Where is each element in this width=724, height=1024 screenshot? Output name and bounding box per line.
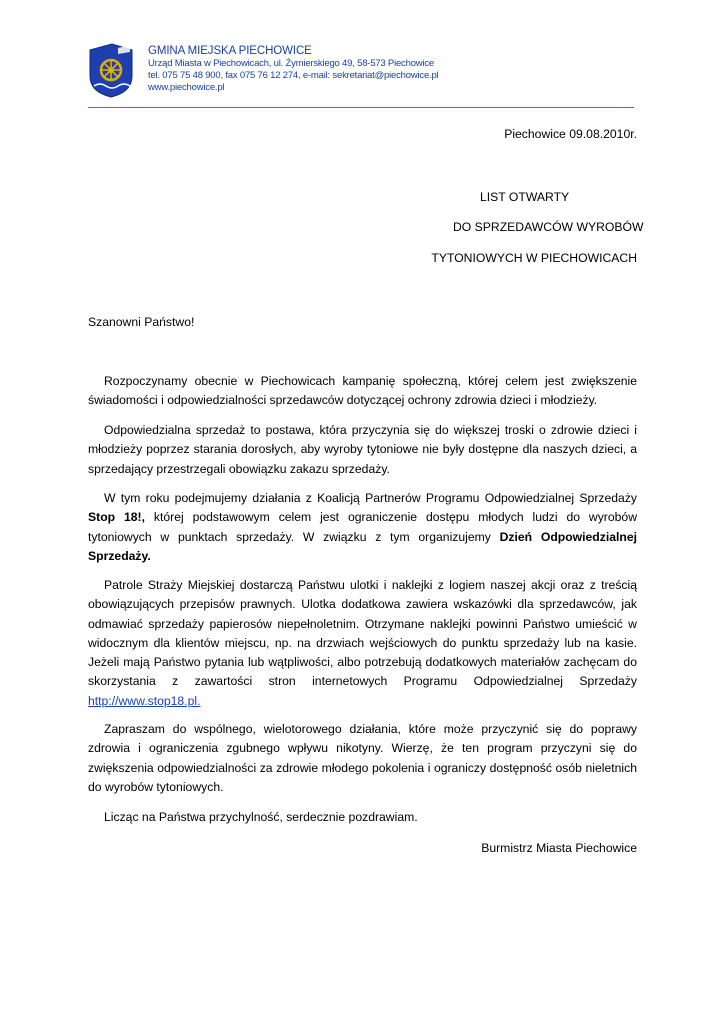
paragraph-1-text: Rozpoczynamy obecnie w Piechowicach kampanię społeczną, której celem jest zwiększenie świadomości i odpowiedzialności sprzedawców dotyczącej ochrony zdrowia dzieci i młodzieży. <box>88 374 637 408</box>
salutation: Szanowni Państwo! <box>88 315 195 329</box>
letter-date: Piechowice 09.08.2010r. <box>504 127 637 141</box>
paragraph-1 <box>88 372 637 411</box>
paragraph-4-text: Patrole Straży Miejskiej dostarczą Państwu ulotki i naklejki z logiem naszej akcji oraz z treścią obowiązujących przepisów prawnych. Ulotka dodatkowa zawiera wskazówki dla sprzedawców, jak odmawiać sprzedaży papierosów niepełnoletnim. Otrzymane naklejki powinni Państwo umieścić w widocznym dla klientów miejscu, np. na drzwiach wejściowych do punktu sprzedaży lub na kasie. Jeżeli mają Państwo pytania lub wątpliwości, albo potrzebują dodatkowych materiałów zachęcam do skorzystania z zawartości stron internetowych Programu Odpowiedzialnej Sprzedaży http://www.stop18.pl. <box>88 578 637 708</box>
letter-title-line-1: LIST OTWARTY <box>480 190 570 204</box>
event-name: Dzień Odpowiedzialnej Sprzedaży. <box>88 529 637 563</box>
paragraph-5 <box>88 720 637 797</box>
paragraph-2-text: Odpowiedzialna sprzedaż to postawa, która przyczynia się do większej troski o zdrowie dzieci i młodzieży poprzez starania dorosłych, aby wyroby tytoniowe nie były dostępne dla naszych dzieci, a sprzedający przestrzegali obowiązku zakazu sprzedaży. <box>88 423 637 476</box>
stop18-name: Stop 18!, <box>88 510 145 525</box>
paragraph-3-text: W tym roku podejmujemy działania z Koalicją Partnerów Programu Odpowiedzialnej Sprzedaży Stop 18!, której podstawowym celem jest ograniczenie dostępu młodych ludzi do wyrobów tytoniowych w punktach sprzedaży. W związku z tym organizujemy Dzień Odpowiedzialnej Sprzedaży. <box>88 491 637 563</box>
org-name: GMINA MIEJSKA PIECHOWICE <box>148 45 312 57</box>
header-divider <box>88 107 634 108</box>
stop18-link[interactable]: http://www.stop18.pl. <box>88 693 201 708</box>
closing-line: Licząc na Państwa przychylność, serdecznie pozdrawiam. <box>104 810 418 824</box>
paragraph-2 <box>88 421 637 479</box>
letter-title-line-3: TYTONIOWYCH W PIECHOWICACH <box>431 251 637 265</box>
letterhead <box>148 45 438 94</box>
paragraph-4 <box>88 576 637 711</box>
paragraph-3 <box>88 489 637 566</box>
org-website[interactable]: www.piechowice.pl <box>148 82 225 93</box>
coat-of-arms-logo <box>88 42 134 98</box>
signature: Burmistrz Miasta Piechowice <box>481 841 637 855</box>
org-contact: tel. 075 75 48 900, fax 075 76 12 274, e-mail: sekretariat@piechowice.pl <box>148 70 439 81</box>
org-address: Urząd Miasta w Piechowicach, ul. Żymierskiego 49, 58-573 Piechowice <box>148 58 434 69</box>
paragraph-5-text: Zapraszam do wspólnego, wielotorowego działania, które może przyczynić się do poprawy zdrowia i ograniczenia zgubnego wpływu nikotyny. Wierzę, że ten program przyczyni się do zwiększenia odpowiedzialności za zdrowie młodego pokolenia i ograniczy dostępność osób nieletnich do wyrobów tytoniowych. <box>88 722 637 794</box>
letter-title-line-2: DO SPRZEDAWCÓW WYROBÓW <box>453 220 644 234</box>
